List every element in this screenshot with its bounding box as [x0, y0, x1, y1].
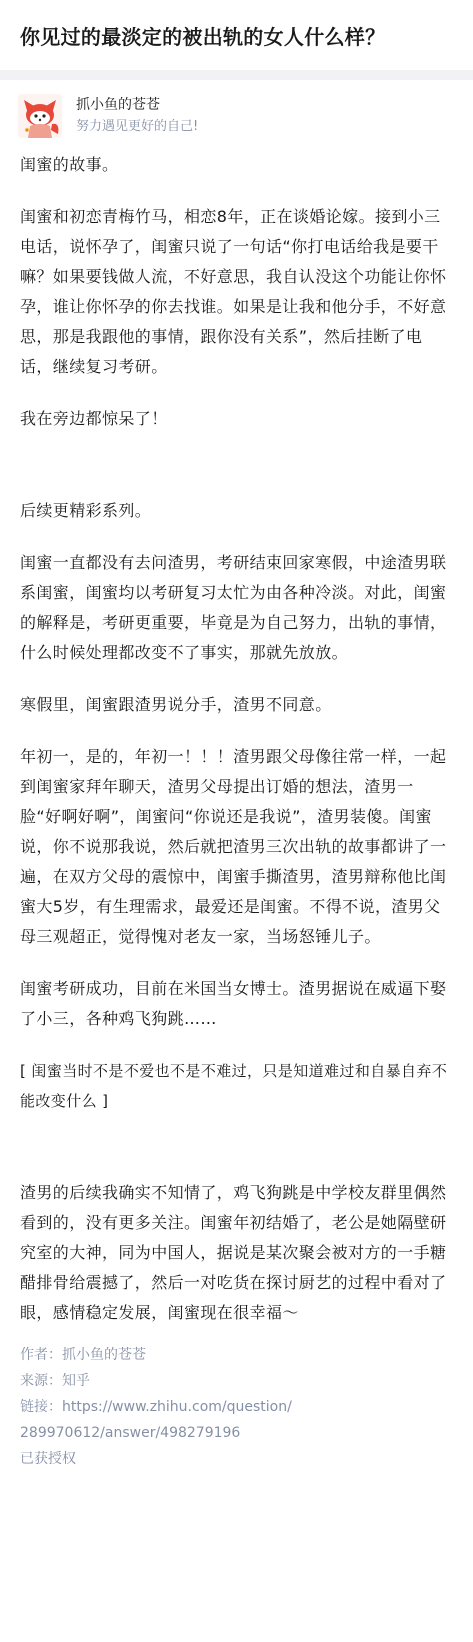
- answer-paragraph: 闺蜜一直都没有去问渣男，考研结束回家寒假，中途渣男联系闺蜜，闺蜜均以考研复习太忙为由各种冷淡。对此，闺蜜的解释是，考研更重要，毕竟是为自己努力，出轨的事情，什么时候处理都改变不了事实，那就先放放。: [20, 553, 447, 662]
- answer-paragraph-intro: 闺蜜的故事。: [20, 155, 119, 174]
- answer-paragraph: 寒假里，闺蜜跟渣男说分手，渣男不同意。: [20, 695, 332, 714]
- source-footer: [0, 1338, 473, 1472]
- author-name[interactable]: 抓小鱼的苍苍: [76, 97, 160, 113]
- question-header: [0, 0, 473, 70]
- section-divider: [0, 70, 473, 80]
- question-title[interactable]: 你见过的最淡定的被出轨的女人什么样？: [20, 24, 386, 49]
- footer-link-cont[interactable]: 289970612/answer/498279196: [20, 1425, 241, 1441]
- footer-author: 作者：抓小鱼的苍苍: [20, 1347, 146, 1363]
- author-info-block: [0, 80, 473, 146]
- answer-paragraph: 闺蜜考研成功，目前在米国当女博士。渣男据说在威逼下娶了小三，各种鸡飞狗跳……: [20, 979, 447, 1028]
- answer-paragraph: 年初一，是的，年初一！！！渣男跟父母像往常一样，一起到闺蜜家拜年聊天，渣男父母提出订婚的想法，渣男一脸“好啊好啊”，闺蜜问“你说还是我说”，渣男装傻。闺蜜说，你不说那我说，然后就把渣男三次出轨的故事都讲了一遍，在双方父母的震惊中，闺蜜手撕渣男，渣男辩称他比闺蜜大5岁，有生理需求，最爱还是闺蜜。不得不说，渣男父母三观超正，觉得愧对老友一家，当场怒锤儿子。: [20, 747, 447, 946]
- answer-paragraph: 闺蜜和初恋青梅竹马，相恋8年，正在谈婚论嫁。接到小三电话，说怀孕了，闺蜜只说了一句话“你打电话给我是要干嘛？如果要钱做人流，不好意思，我自认没这个功能让你怀孕，谁让你怀孕的你去找谁。如果是让我和他分手，不好意思，那是我跟他的事情，跟你没有关系”，然后挂断了电话，继续复习考研。: [20, 207, 447, 376]
- answer-paragraph: 我在旁边都惊呆了！: [20, 409, 168, 428]
- footer-link[interactable]: 链接：https://www.zhihu.com/question/: [20, 1399, 292, 1415]
- answer-paragraph: 后续更精彩系列。: [20, 501, 152, 520]
- footer-source: 来源：知乎: [20, 1373, 90, 1389]
- answer-paragraph: 渣男的后续我确实不知情了，鸡飞狗跳是中学校友群里偶然看到的，没有更多关注。闺蜜年初结婚了，老公是她隔壁研究室的大神，同为中国人，据说是某次聚会被对方的一手糖醋排骨给震撼了，然后一对吃货在探讨厨艺的过程中看对了眼，感情稳定发展，闺蜜现在很幸福～: [20, 1183, 447, 1322]
- answer-quote: [ 闺蜜当时不是不爱也不是不难过，只是知道难过和自暴自弃不能改变什么 ]: [20, 1062, 448, 1110]
- footer-license: 已获授权: [20, 1451, 76, 1467]
- cartoon-fox-avatar-icon[interactable]: [18, 94, 62, 138]
- author-bio: 努力遇见更好的自己!: [76, 119, 199, 134]
- answer-content: [0, 146, 473, 1328]
